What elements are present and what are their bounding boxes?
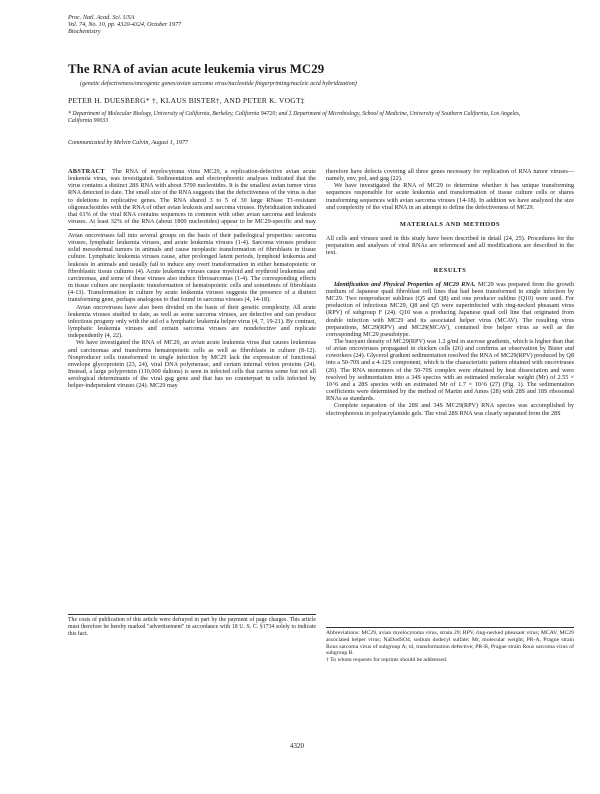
results-paragraph-2: The buoyant density of MC29(RPV) was 1.2 g/ml in sucrose gradients, which is higher than that of avian oncoviruses propagated in chicken cells (26) and confirms an observation by Bister and coworkers (24). Glycerol gradient sedimentation resolved the RNA of MC29(RPV) produced by Q8 into a 50-70S and a 4-12S component, which is the characteristic pattern obtained with oncoviruses (26). The RNA monomers of the 50-70S complex were obtained by heat dissociation and were resolved by sedimentation into a 34S species with an estimated molecular weight (Mr) of 2.55 × 10^6 and a 28S species with an estimated Mr of 1.7 × 10^6 (27) (Fig. 1). The sedimentation coefficients were determined by the method of Martin and Ames (28) with 28S and 18S ribosomal RNAs as standards. [326,337,574,403]
abbreviations-footnote [326,630,574,664]
journal-header [68,14,181,36]
results-paragraph-1 [326,281,574,338]
affiliation: * Department of Molecular Biology, University of California, Berkeley, California 94720; and ‡ Department of Microbiology, School of Medicine, University of Southern California, Los Angeles, California 90033 [68,111,521,125]
right-column [326,168,574,622]
methods-text: All cells and viruses used in this study have been described in detail (24, 25). Procedures for the preparation and analyses of viral RNAs are referenced and all modifications are described in the text. [326,235,574,257]
authors: PETER H. DUESBERG* †, KLAUS BISTER†, AND PETER K. VOGT‡ [68,96,305,105]
page-number: 4320 [290,742,304,750]
keywords: (genetic defectiveness/oncogenic genes/avian sarcoma virus/nucleotide fingerprinting/nucleic acid hybridization) [80,81,357,87]
results-run-head: Identification and Physical Properties of MC29 RNA. [334,280,476,288]
abstract-rule [68,229,316,230]
results-heading: RESULTS [433,266,467,274]
reprint-footnote: † To whom requests for reprints should be addressed. [326,657,448,664]
abbreviations-rule [326,627,574,628]
publication-cost-footnote: The costs of publication of this article were defrayed in part by the payment of page charges. This article must therefore be hereby marked "advertisement" in accordance with 18 U. S. C. §1734 solely to indicate this fact. [68,617,316,637]
intro-paragraph-1: Avian oncoviruses fall into several groups on the basis of their pathological properties: sarcoma viruses, lymphatic leukemia viruses, and acute leukemia viruses (1-4). Sarcoma viruses produce solid mesodermal tumors in animals and cause neoplastic transformation of fibroblasts in tissue culture. Lymphatic leukemia viruses cause, after prolonged latent periods, lymphoid leukemia and leukosis in animals and usually fail to induce any overt transformation in either hematopoietic or fibroblastic tissue cultures (4). Acute leukemia viruses cause myeloid and erythroid leukemias and carcinomas, and some of these viruses also induce fibrosarcomas (1-4). The corresponding effects in tissue culture are neoplastic transformation of hematopoietic cells and sometimes of fibroblasts (4-13). Transformation in culture by acute leukemia viruses suggests the presence of a distinct transforming gene, perhaps analogous to that found in sarcoma viruses (4, 14-18). [68,232,316,304]
footnote-rule [68,614,316,615]
left-column [68,232,316,610]
methods-heading: MATERIALS AND METHODS [399,220,501,228]
results-paragraph-3: Complete separation of the 28S and 34S MC29(RPV) RNA species was accomplished by electrophoresis in polyacrylamide gels. The viral 28S RNA was clearly separated from the 28S [326,402,574,417]
journal-volume: Vol. 74, No. 10, pp. 4320-4324, October 1977 [68,21,182,29]
results-paragraph-1-text: MC29 was prepared from the growth medium of Japanese quail fibroblast cell lines that had been transformed in single infection by MC29. Two nonproducer sublines (Q5 and Q8) and one producer subline (Q10) were used. For production of infectious MC29, Q8 and Q5 were superinfected with ring-necked pheasant virus (RPV) of subgroup F (24). Q10 was a producing Japanese quail cell line that originated from double infection with MC29 and its associated helper virus (MCAV). The resulting virus preparations, MC29(RPV) and MC29(MCAV), contained free helper virus as well as the corresponding MC29 pseudotype. [326,280,574,338]
abbreviations-text: Abbreviations: MC29, avian myelocytoma virus, strain 29; RPV, ring-necked pheasant virus; MCAV, MC29 associated helper virus; NaDodSO4, sodium dodecyl sulfate; Mr, molecular weight; PR-A, Prague strain Rous sarcoma virus of subgroup A; td, transformation defective; PR-B, Prague strain Rous sarcoma virus of subgroup B. [326,630,574,657]
abstract-text: The RNA of myelocytoma virus MC29, a replication-defective avian acute leukemia virus, was investigated. Sedimentation and electrophoretic analyses indicated that the virus contains a distinct 28S RNA with about 5700 nucleotides. It is the smallest avian tumor virus RNA detected to date. The small size of the RNA suggests that the defectiveness of the virus is due to deletions in replicative genes. The RNA shared 3 to 5 of 30 large RNase T1-resistant oligonucleotides with the RNA of other avian leukosis and sarcoma viruses. Hybridization indicated that 61% of the viral RNA contains sequences in common with other avian sarcoma and leukosis viruses. At least 32% of the RNA (about 1800 nucleotides) appear to be MC29-specific and may [68,168,316,226]
journal-section: Biochemistry [68,28,101,36]
communicated-by: Communicated by Melvin Calvin, August 1, 1977 [68,140,189,146]
right-paragraph-2: We have investigated the RNA of MC29 to determine whether it has unique transforming sequences responsible for acute leukemia and transformation of tissue culture cells or shares transforming sequences with avian sarcoma viruses (14-18). In addition we have analyzed the size and complexity of the viral RNA in an attempt to define the defectiveness of MC29. [326,182,574,211]
abstract-heading: ABSTRACT [68,168,105,175]
journal-name: Proc. Natl. Acad. Sci. USA [68,14,135,21]
paper-title: The RNA of avian acute leukemia virus MC29 [68,62,325,76]
intro-paragraph-2: Avian oncoviruses have also been divided on the basis of their genetic complexity. All acute leukemia viruses studied to date, as well as some sarcoma viruses, are defective and can produce infectious progeny only with the aid of a lymphatic leukemia helper virus (4, 7, 19-21). By contrast, lymphatic leukemia viruses and certain sarcoma viruses are nondefective and replicate independently (4, 22). [68,303,316,340]
abstract [68,168,316,226]
intro-paragraph-3: We have investigated the RNA of MC29, an avian acute leukemia virus that causes leukemias and carcinomas and transforms hematopoietic cells as well as fibroblasts in culture (8-12). Nonproducer cells transformed in single infection by MC29 lack the expression of functional envelope glycoprotein (23, 24), viral DNA polymerase, and certain internal virion proteins (24). Instead, a large polyprotein (110,000 daltons) is seen in infected cells that carries some but not all serological determinants of the viral gag gene and that has no counterpart in cells infected by helper-independent viruses (24). MC29 may [68,339,316,390]
right-paragraph-1: therefore have defects covering all three genes necessary for replication of RNA tumor viruses—namely, env, pol, and gag (22). [326,168,574,183]
